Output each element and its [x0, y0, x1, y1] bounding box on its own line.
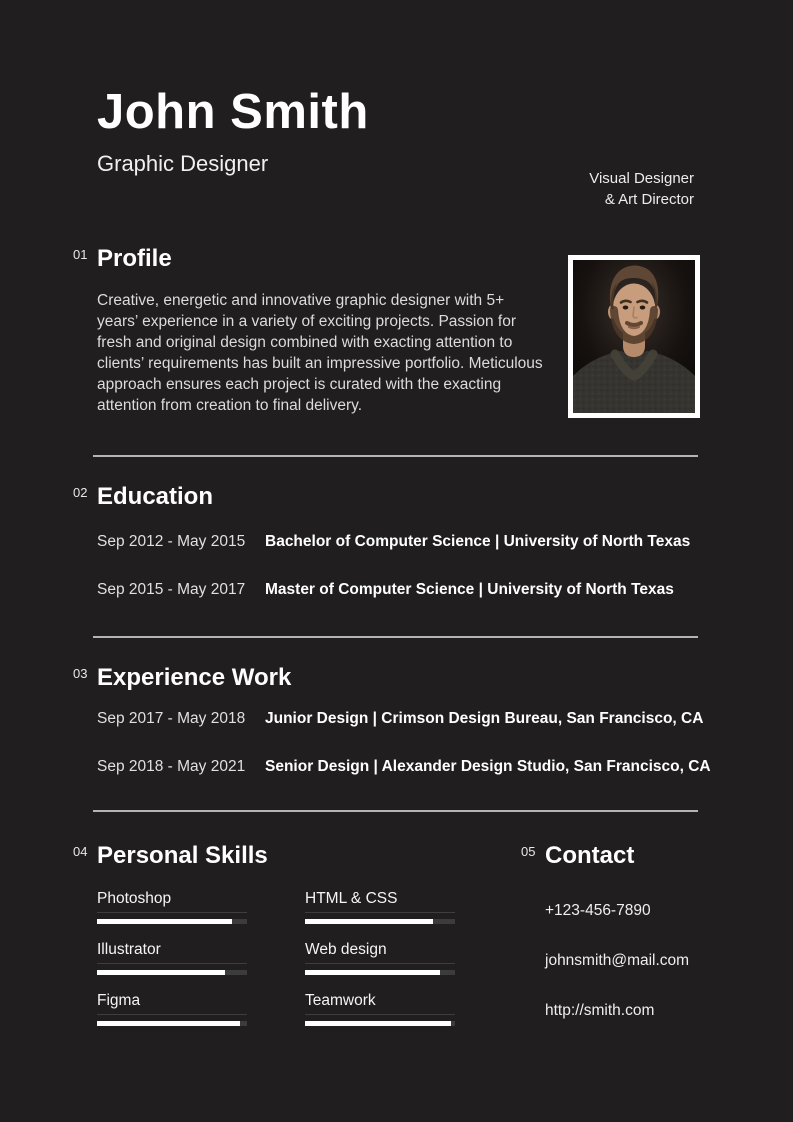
skill-item-web-design [305, 941, 455, 975]
skill-progress-fill [305, 919, 433, 924]
skill-progress-fill [97, 1021, 240, 1026]
skill-label: Teamwork [305, 992, 455, 1015]
skill-progress-fill [97, 970, 225, 975]
skill-progress-bar [305, 970, 455, 975]
subtitle-line-2: & Art Director [604, 191, 694, 208]
experience-dates: Sep 2017 - May 2018 [97, 710, 246, 727]
subtitle-line-1: Visual Designer [589, 170, 694, 187]
skill-progress-fill [305, 970, 440, 975]
section-divider [93, 636, 698, 638]
experience-row [97, 709, 704, 728]
education-heading [73, 483, 700, 511]
education-description: Master of Computer Science | University of North Texas [265, 581, 674, 598]
education-dates: Sep 2015 - May 2017 [97, 581, 246, 598]
education-dates: Sep 2012 - May 2015 [97, 533, 246, 550]
contact-heading [521, 842, 689, 870]
profile-text: Creative, energetic and innovative graphic designer with 5+ years’ experience in a variety of exciting projects. Passion for fresh and original design combined with exacting attention to clients’ requirements has built an impressive portfolio. Meticulous approach ensures each project is curated with the exacting attention from creation to final delivery. [97, 292, 543, 414]
skill-progress-fill [97, 919, 232, 924]
contact-email[interactable]: johnsmith@mail.com [545, 952, 690, 969]
skill-progress-bar [305, 1021, 455, 1026]
section-divider [93, 810, 698, 812]
contact-website[interactable]: http://smith.com [545, 1002, 655, 1019]
experience-section [73, 664, 711, 776]
contact-section [521, 842, 690, 1026]
education-section [73, 483, 700, 599]
skill-progress-bar [97, 919, 247, 924]
contact-phone[interactable]: +123-456-7890 [545, 902, 651, 919]
skill-label: Figma [97, 992, 247, 1015]
skill-label: Photoshop [97, 890, 247, 913]
education-description: Bachelor of Computer Science | University of North Texas [265, 533, 691, 550]
skills-section [73, 842, 453, 1026]
section-number: 04 [73, 844, 88, 859]
skills-grid [97, 890, 453, 1026]
section-number: 03 [73, 666, 88, 681]
skills-heading [73, 842, 453, 870]
skill-item-illustrator [97, 941, 247, 975]
profile-photo [568, 255, 700, 418]
section-title-contact: Contact [545, 842, 635, 869]
education-row [97, 532, 700, 551]
skill-progress-fill [305, 1021, 451, 1026]
skill-label: Illustrator [97, 941, 247, 964]
section-title-profile: Profile [97, 245, 172, 272]
header-subtitle [589, 168, 694, 210]
education-row [97, 580, 700, 599]
person-name: John Smith [97, 85, 369, 139]
skill-progress-bar [97, 970, 247, 975]
job-title: Graphic Designer [97, 151, 269, 176]
profile-photo-illustration [573, 260, 695, 413]
skill-item-photoshop [97, 890, 247, 924]
experience-description: Junior Design | Crimson Design Bureau, San Francisco, CA [265, 710, 704, 727]
skill-label: HTML & CSS [305, 890, 455, 913]
skill-progress-bar [305, 919, 455, 924]
section-number: 01 [73, 247, 88, 262]
skill-label: Web design [305, 941, 455, 964]
section-title-experience: Experience Work [97, 664, 292, 691]
skill-item-html-css [305, 890, 455, 924]
experience-heading [73, 664, 700, 692]
section-divider [93, 455, 698, 457]
experience-row [97, 757, 711, 776]
section-title-skills: Personal Skills [97, 842, 268, 869]
experience-description: Senior Design | Alexander Design Studio, San Francisco, CA [265, 758, 711, 775]
section-number: 02 [73, 485, 88, 500]
experience-dates: Sep 2018 - May 2021 [97, 758, 246, 775]
section-number: 05 [521, 844, 536, 859]
bottom-row [73, 842, 700, 1026]
skill-item-figma [97, 992, 247, 1026]
section-title-education: Education [97, 483, 214, 510]
skill-item-teamwork [305, 992, 455, 1026]
skill-progress-bar [97, 1021, 247, 1026]
